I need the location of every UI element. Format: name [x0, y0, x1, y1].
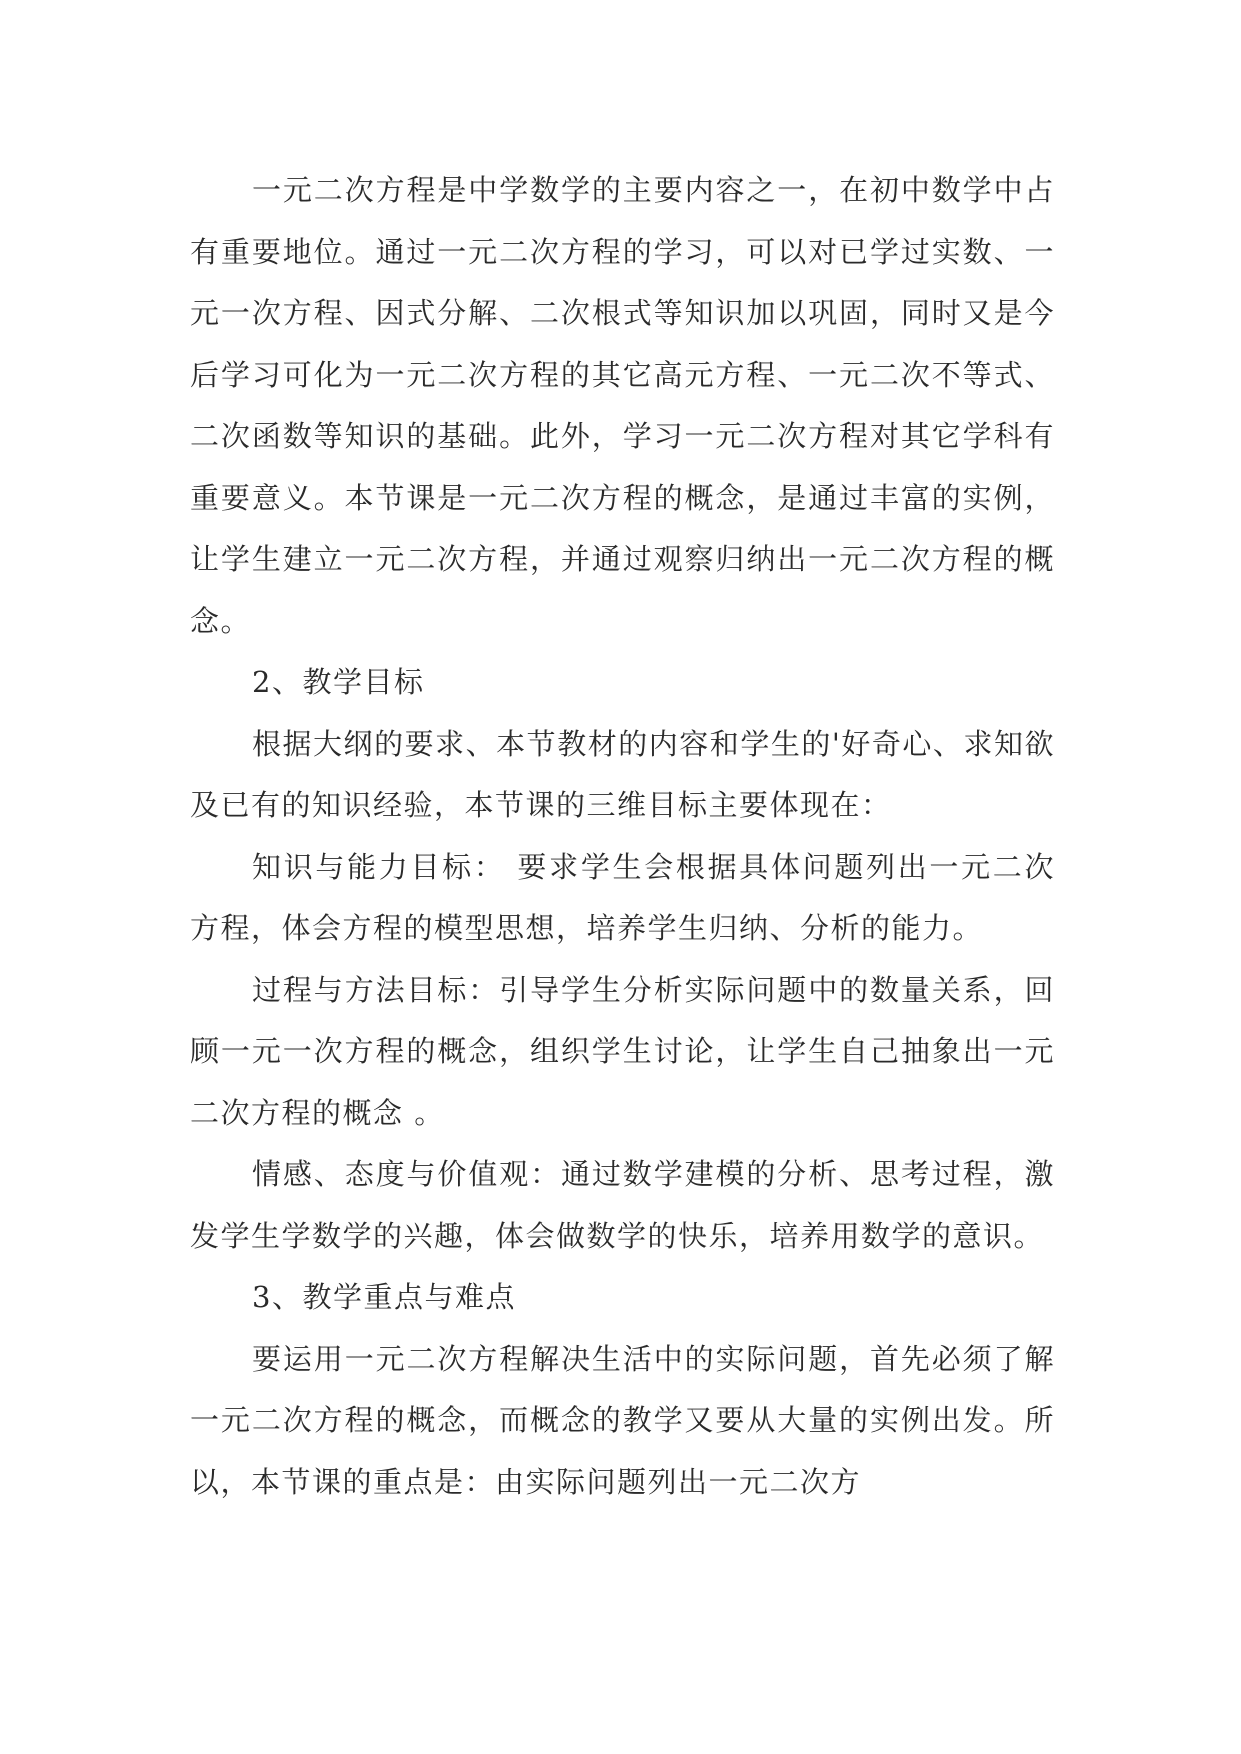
key-points-paragraph: 要运用一元二次方程解决生活中的实际问题，首先必须了解一元二次方程的概念，而概念的教学又要从大量的实例出发。所以，本节课的重点是：由实际问题列出一元二次方: [190, 1341, 1055, 1499]
emotion-attitude-objective: 情感、态度与价值观：通过数学建模的分析、思考过程，激发学生学数学的兴趣，体会做数学的快乐，培养用数学的意识。: [190, 1157, 1055, 1253]
section-heading-key-points: 3、教学重点与难点: [252, 1280, 516, 1314]
intro-paragraph: 一元二次方程是中学数学的主要内容之一，在初中数学中占有重要地位。通过一元二次方程的学习，可以对已学过实数、一元一次方程、因式分解、二次根式等知识加以巩固，同时又是今后学习可化为一元二次方程的其它高元方程、一元二次不等式、二次函数等知识的基础。此外，学习一元二次方程对其它学科有重要意义。本节课是一元二次方程的概念，是通过丰富的实例，让学生建立一元二次方程，并通过观察归纳出一元二次方程的概念。: [190, 173, 1055, 638]
process-method-objective: 过程与方法目标：引导学生分析实际问题中的数量关系，回顾一元一次方程的概念，组织学生讨论，让学生自己抽象出一元二次方程的概念 。: [190, 972, 1055, 1130]
objectives-intro-paragraph: 根据大纲的要求、本节教材的内容和学生的'好奇心、求知欲及已有的知识经验，本节课的三维目标主要体现在：: [190, 726, 1055, 822]
knowledge-ability-objective: 知识与能力目标： 要求学生会根据具体问题列出一元二次方程，体会方程的模型思想，培养学生归纳、分析的能力。: [190, 849, 1055, 945]
section-heading-teaching-objectives: 2、教学目标: [252, 665, 425, 699]
document-body: [190, 160, 1055, 1513]
